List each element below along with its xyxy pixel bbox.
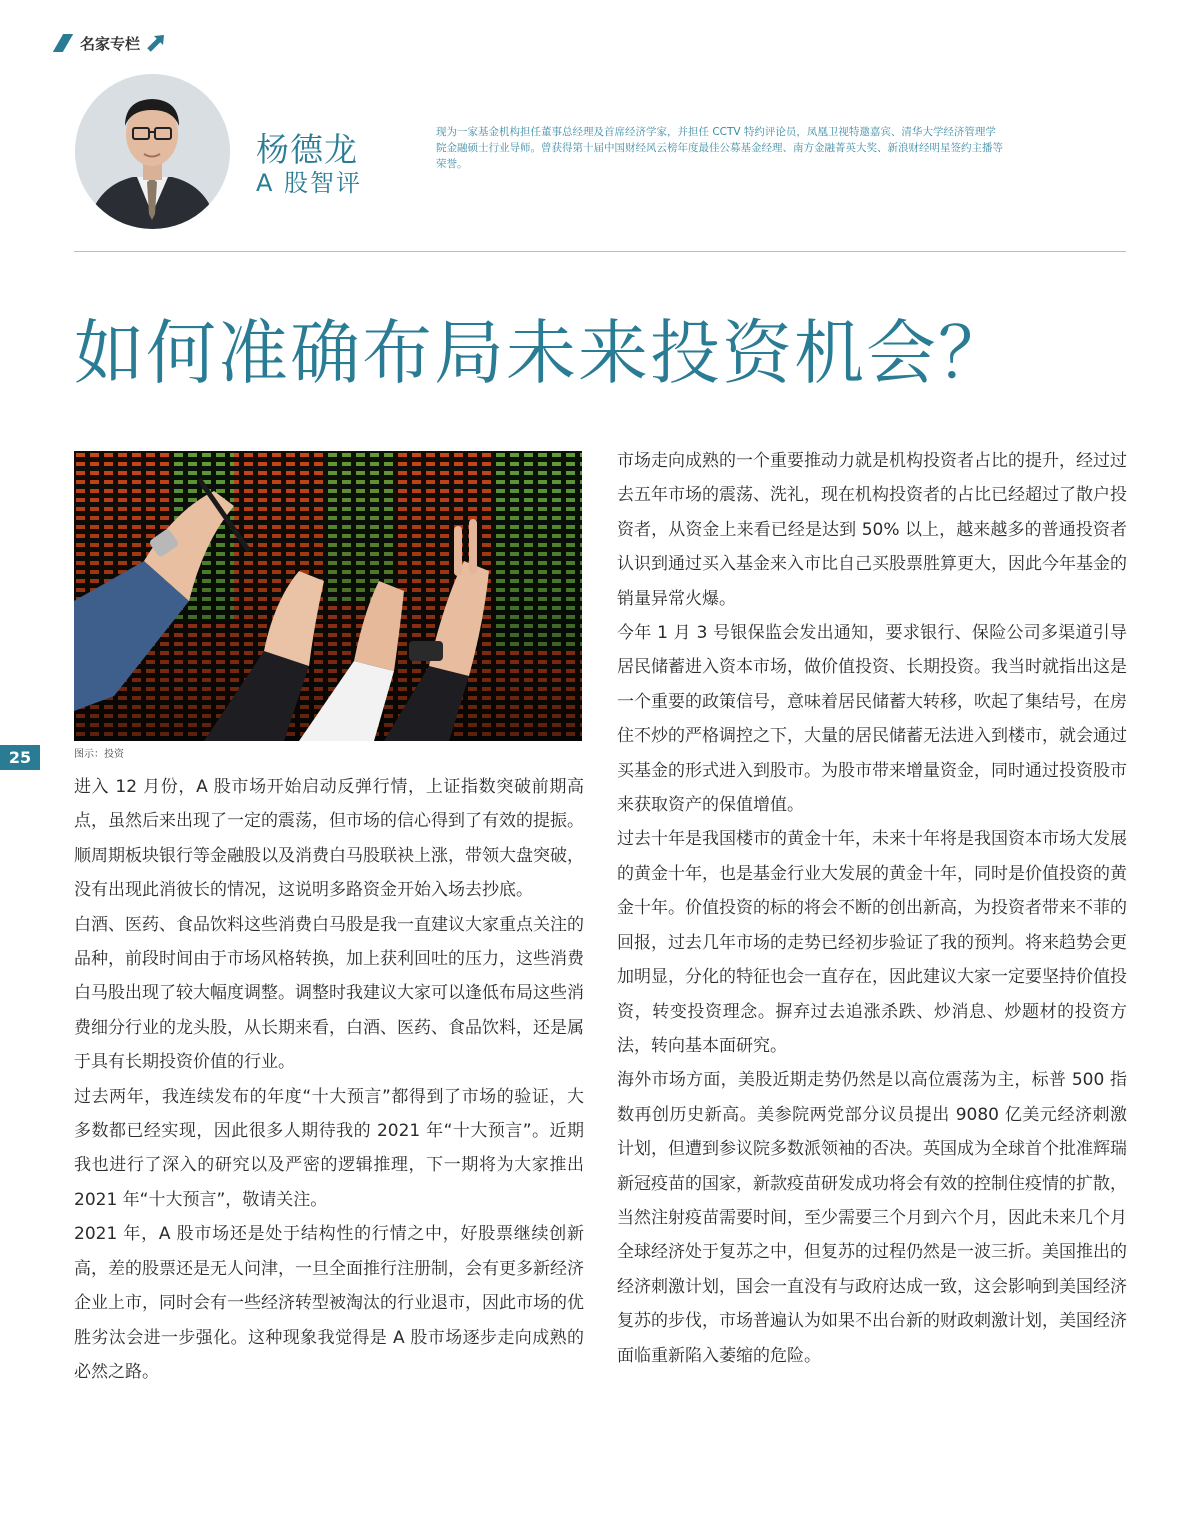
article-column-right [617,444,1127,1373]
paragraph: 2021 年，A 股市场还是处于结构性的行情之中，好股票继续创新高，差的股票还是无人问津，一旦全面推行注册制，会有更多新经济企业上市，同时会有一些经济转型被淘汰的行业退市，因此市场的优胜劣汰会进一步强化。这种现象我觉得是 A 股市场逐步走向成熟的必然之路。 [74,1224,584,1382]
article-headline: 如何准确布局未来投资机会？ [74,312,1010,394]
author-avatar [75,74,230,229]
column-name: A 股智评 [256,169,363,197]
page-number: 25 [0,745,40,770]
header-divider [74,251,1126,252]
paragraph: 白酒、医药、食品饮料这些消费白马股是我一直建议大家重点关注的品种，前段时间由于市场风格转换，加上获利回吐的压力，这些消费白马股出现了较大幅度调整。调整时我建议大家可以逢低布局这些消费细分行业的龙头股，从长期来看，白酒、医药、食品饮料，还是属于具有长期投资价值的行业。 [74,914,584,1073]
paragraph: 过去十年是我国楼市的黄金十年，未来十年将是我国资本市场大发展的黄金十年，也是基金行业大发展的黄金十年，同时是价值投资的黄金十年。价值投资的标的将会不断的创出新高，为投资者带来不菲的回报，过去几年市场的走势已经初步验证了我的预判。将来趋势会更加明显，分化的特征也会一直存在，因此建议大家一定要坚持价值投资，转变投资理念。摒弃过去追涨杀跌、炒消息、炒题材的投资方法，转向基本面研究。 [617,829,1127,1056]
paragraph: 今年 1 月 3 号银保监会发出通知，要求银行、保险公司多渠道引导居民储蓄进入资本市场，做价值投资、长期投资。我当时就指出这是一个重要的政策信号，意味着居民储蓄大转移，吹起了集结号，在房住不炒的严格调控之下，大量的居民储蓄无法进入到楼市，就会通过买基金的形式进入到股市。为股市带来增量资金，同时通过投资股市来获取资产的保值增值。 [617,623,1127,816]
section-header [58,32,166,54]
slash-decoration [53,34,73,52]
image-caption: 图示：投资 [74,749,124,760]
article-photo [74,451,582,741]
paragraph: 海外市场方面，美股近期走势仍然是以高位震荡为主，标普 500 指数再创历史新高。美参院两党部分议员提出 9080 亿美元经济刺激计划，但遭到参议院多数派领袖的否决。英国成为全球首个批准辉瑞新冠疫苗的国家，新款疫苗研发成功将会有效的控制住疫情的扩散，当然注射疫苗需要时间，至少需要三个月到六个月，因此未来几个月全球经济处于复苏之中，但复苏的过程仍然是一波三折。美国推出的经济刺激计划，国会一直没有与政府达成一致，这会影响到美国经济复苏的步伐，市场普遍认为如果不出台新的财政刺激计划，美国经济面临重新陷入萎缩的危险。 [617,1070,1127,1366]
section-label: 名家专栏 [80,34,141,53]
arrow-up-right-icon [146,33,166,53]
article-column-left [74,770,584,1389]
author-bio: 现为一家基金机构担任董事总经理及首席经济学家，并担任 CCTV 特约评论员，凤凰卫视特邀嘉宾、清华大学经济管理学院金融硕士行业导师。曾获得第十届中国财经风云榜年度最佳公募基金经理、南方金融菁英大奖、新浪财经明星签约主播等荣誉。 [436,126,1003,170]
paragraph: 过去两年，我连续发布的年度“十大预言”都得到了市场的验证，大多数都已经实现，因此很多人期待我的 2021 年“十大预言”。近期我也进行了深入的研究以及严密的逻辑推理，下一期将为大家推出 2021 年“十大预言”，敬请关注。 [74,1086,584,1210]
author-name: 杨德龙 [256,130,358,169]
paragraph: 进入 12 月份，A 股市场开始启动反弹行情，上证指数突破前期高点，虽然后来出现了一定的震荡，但市场的信心得到了有效的提振。顺周期板块银行等金融股以及消费白马股联袂上涨，带领大盘突破，没有出现此消彼长的情况，这说明多路资金开始入场去抄底。 [74,777,584,901]
paragraph: 市场走向成熟的一个重要推动力就是机构投资者占比的提升，经过过去五年市场的震荡、洗礼，现在机构投资者的占比已经超过了散户投资者，从资金上来看已经是达到 50% 以上，越来越多的普通投资者认识到通过买入基金来入市比自己买股票胜算更大，因此今年基金的销量异常火爆。 [617,451,1127,609]
